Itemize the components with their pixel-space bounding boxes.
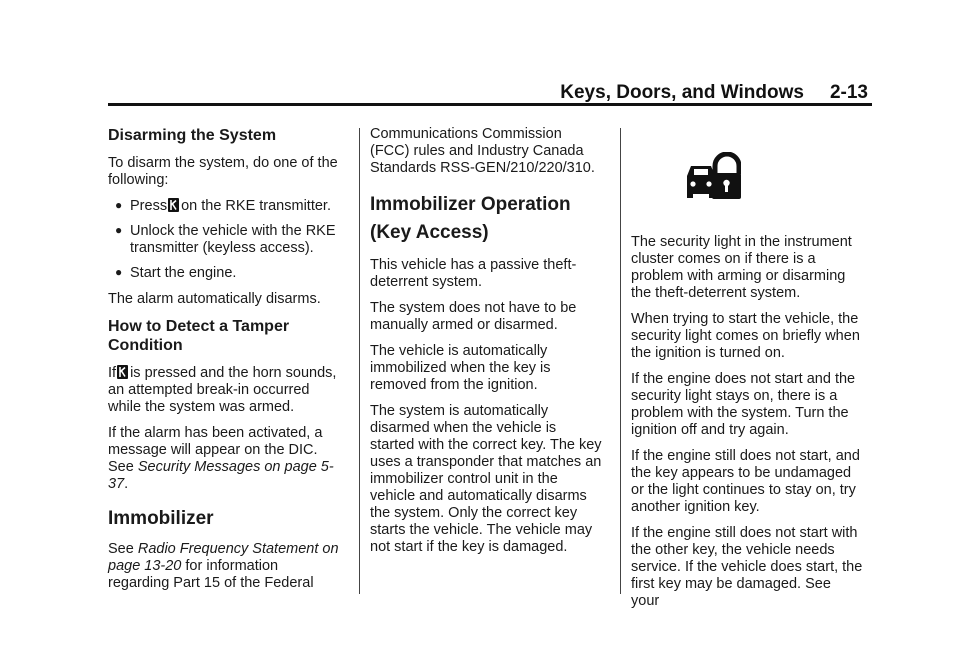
page-header bbox=[560, 82, 868, 104]
header-rule bbox=[108, 103, 872, 106]
bullet-icon: ● bbox=[115, 198, 123, 212]
paragraph: If the engine still does not start with the other key, the vehicle needs service. If the vehicle does start, the first key may be damaged. See your bbox=[631, 525, 863, 609]
radio-frequency-link[interactable]: Radio Frequency Statement on page 13-20 bbox=[108, 541, 339, 574]
security-messages-link[interactable]: Security Messages on page 5-37 bbox=[108, 459, 334, 492]
tamper-text: If is pressed and the horn sounds, an attempted break-in occurred while the system was armed. bbox=[108, 365, 337, 415]
list-item: ● Start the engine. bbox=[115, 265, 237, 281]
disarm-intro: To disarm the system, do one of the following: bbox=[108, 155, 338, 188]
column-2 bbox=[370, 126, 602, 565]
list-item: ● Press on the RKE transmitter. bbox=[115, 198, 331, 214]
alarm-text: If the alarm has been activated, a message will appear on the DIC. See Security Messages on page 5-37. bbox=[108, 425, 334, 492]
immobilizer-heading: Immobilizer bbox=[108, 508, 214, 529]
paragraph: When trying to start the vehicle, the security light comes on briefly when the ignition is turned on. bbox=[631, 311, 860, 361]
column-divider-2 bbox=[620, 128, 621, 594]
paragraph: The system is automatically disarmed when the vehicle is started with the correct key. The key uses a transponder that matches an immobilizer control unit in the vehicle and automatically disarms the system. Only the correct key starts the vehicle. The vehicle may not start if the key is damaged. bbox=[370, 403, 602, 555]
paragraph: The security light in the instrument cluster comes on if there is a problem with arming or disarming the theft-deterrent system. bbox=[631, 234, 852, 301]
column-divider-1 bbox=[359, 128, 360, 594]
immobilizer-text: See Radio Frequency Statement on page 13-20 for information regarding Part 15 of the Federal bbox=[108, 541, 339, 591]
list-item: ● Unlock the vehicle with the RKE transmitter (keyless access). bbox=[115, 223, 336, 256]
paragraph: The vehicle is automatically immobilized when the key is removed from the ignition. bbox=[370, 343, 551, 393]
disarm-list bbox=[108, 198, 340, 282]
tamper-heading: How to Detect a Tamper Condition bbox=[108, 318, 290, 354]
bullet-icon: ● bbox=[115, 265, 123, 279]
bullet-icon: ● bbox=[115, 223, 123, 237]
column-1 bbox=[108, 126, 340, 601]
paragraph: The system does not have to be manually armed or disarmed. bbox=[370, 300, 577, 333]
fcc-text: Communications Commission (FCC) rules and Industry Canada Standards RSS-GEN/210/220/310. bbox=[370, 126, 595, 176]
paragraph: This vehicle has a passive theft-deterrent system. bbox=[370, 257, 577, 290]
paragraph: If the engine still does not start, and the key appears to be undamaged or the light continues to stay on, try another ignition key. bbox=[631, 448, 860, 515]
auto-disarm-text: The alarm automatically disarms. bbox=[108, 291, 321, 307]
security-light-icon bbox=[685, 152, 741, 202]
section-title: Keys, Doors, and Windows bbox=[560, 82, 804, 103]
disarm-heading: Disarming the System bbox=[108, 127, 277, 144]
unlock-key-icon bbox=[168, 198, 179, 212]
column-3 bbox=[631, 150, 863, 619]
unlock-key-icon bbox=[117, 365, 128, 379]
paragraph: If the engine does not start and the security light stays on, there is a problem with the system. Turn the ignition off and try again. bbox=[631, 371, 856, 438]
immobilizer-operation-heading: Immobilizer Operation (Key Access) bbox=[370, 194, 571, 243]
page-number: 2-13 bbox=[829, 82, 868, 103]
